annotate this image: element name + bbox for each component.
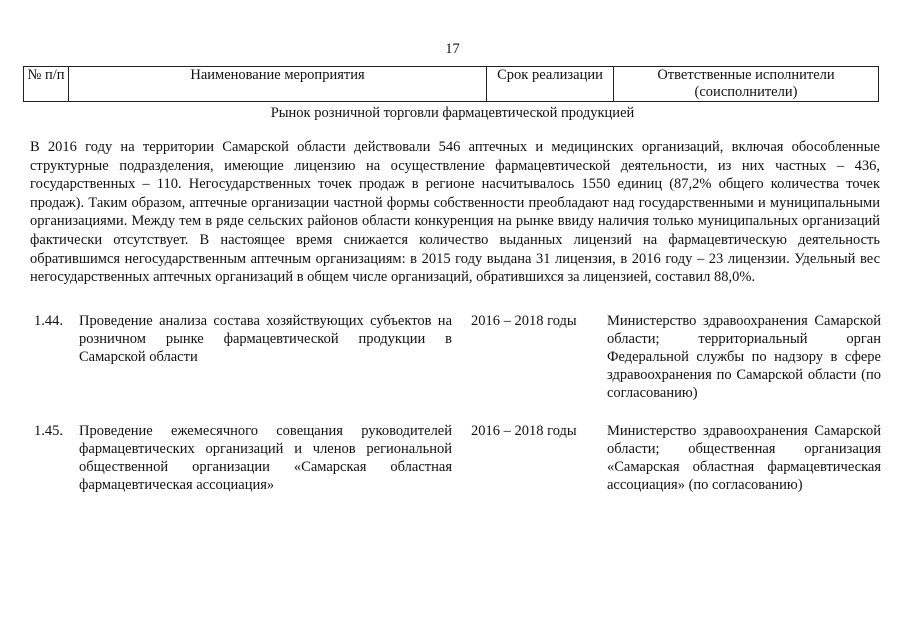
header-name: Наименование мероприятия (69, 67, 487, 102)
section-title: Рынок розничной торговли фармацевтической продукцией (270, 105, 635, 121)
page-number: 17 (445, 41, 460, 57)
row-term: 2016 – 2018 годы (471, 423, 577, 439)
intro-text (30, 138, 880, 287)
row-activity-name: Проведение ежемесячного совещания руководителей фармацевтических организаций и членов региональной общественной организации «Самарская областная фармацевтическая ассоциация» (79, 423, 452, 493)
intro-paragraph: В 2016 году на территории Самарской области действовали 546 аптечных и медицинских организаций, включая обособленные структурные подразделения, имеющие лицензию на осуществление фармацевтической деятельности, из них частных – 436, государственных – 110. Негосударственных точек продаж в регионе насчитывалось 1550 единиц (87,2% общего количества точек продаж). Таким образом, аптечные организации частной формы собственности преобладают над государственными и муниципальными организациями. Между тем в ряде сельских районов области конкуренция на рынке ввиду наличия только муниципальных организаций фактически отсутствует. В настоящее время снижается количество выданных лицензий на фармацевтическую деятельность обратившимся негосударственным аптечным организациям: в 2015 году выдана 31 лицензия, в 2016 году – 23 лицензии. Удельный вес негосударственных аптечных организаций в общем числе организаций, обратившихся за лицензией, составил 88,0%. (30, 139, 880, 286)
row-responsible: Министерство здравоохранения Самарской области; территориальный орган Федеральной службы по надзору в сфере здравоохранения по Самарской области (по согласованию) (607, 313, 881, 401)
table-header (23, 66, 879, 102)
header-num: № п/п (24, 67, 69, 102)
header-responsible: Ответственные исполнители (соисполнители) (614, 67, 879, 102)
row-responsible: Министерство здравоохранения Самарской области; общественная организация «Самарская областная фармацевтическая ассоциация» (по согласованию) (607, 423, 881, 493)
row-activity-name: Проведение анализа состава хозяйствующих субъектов на розничном рынке фармацевтической продукции в Самарской области (79, 313, 452, 365)
row-number: 1.45. (34, 423, 63, 439)
row-term: 2016 – 2018 годы (471, 313, 577, 329)
header-term: Срок реализации (487, 67, 614, 102)
row-number: 1.44. (34, 313, 63, 329)
